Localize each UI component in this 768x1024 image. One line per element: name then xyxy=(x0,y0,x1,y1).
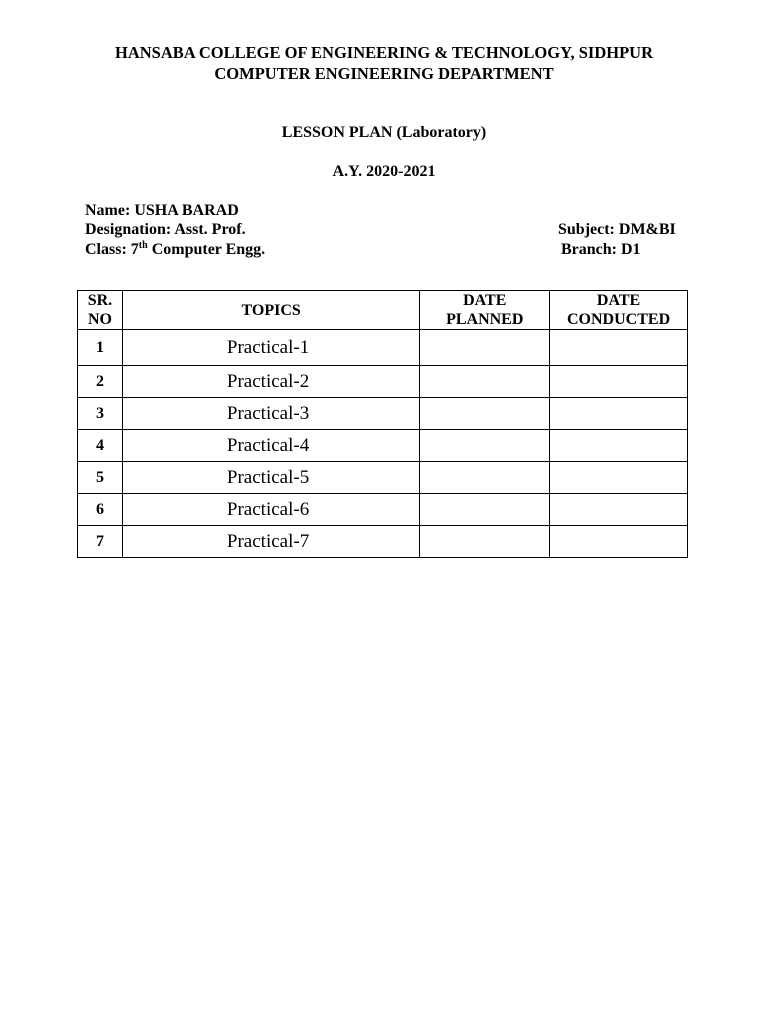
topic-cell: Practical-6 xyxy=(122,494,419,526)
sr-cell: 5 xyxy=(78,462,123,494)
header-date-conducted xyxy=(550,291,688,330)
header-planned-line2: PLANNED xyxy=(446,311,524,328)
sr-cell: 7 xyxy=(78,526,123,558)
date-conducted-cell xyxy=(550,366,688,398)
topic-cell: Practical-3 xyxy=(122,398,419,430)
date-conducted-cell xyxy=(550,430,688,462)
college-name: HANSABA COLLEGE OF ENGINEERING & TECHNOLOGY, SIDHPUR xyxy=(114,43,654,62)
date-conducted-cell xyxy=(550,462,688,494)
topic-cell: Practical-7 xyxy=(122,526,419,558)
class-superscript: th xyxy=(138,240,148,251)
topic-cell: Practical-5 xyxy=(122,462,419,494)
academic-year: A.Y. 2020-2021 xyxy=(332,163,436,180)
date-planned-cell xyxy=(420,398,550,430)
table-row xyxy=(78,398,688,430)
subject-info: Subject: DM&BI xyxy=(558,221,676,238)
date-conducted-cell xyxy=(550,330,688,366)
table-row xyxy=(78,526,688,558)
header-planned-line1: DATE xyxy=(463,292,507,309)
lesson-plan-table xyxy=(77,290,688,558)
class-info xyxy=(85,240,265,260)
header-topics: TOPICS xyxy=(122,291,419,330)
header-sr-line2: NO xyxy=(87,311,112,328)
topic-cell: Practical-4 xyxy=(122,430,419,462)
header-sr-line1: SR. xyxy=(87,292,113,309)
table-row xyxy=(78,430,688,462)
class-suffix: Computer Engg. xyxy=(147,241,266,258)
table-row xyxy=(78,462,688,494)
lesson-plan-title: LESSON PLAN (Laboratory) xyxy=(281,124,487,141)
sr-cell: 4 xyxy=(78,430,123,462)
header-conducted-line1: DATE xyxy=(596,292,641,309)
table-row xyxy=(78,330,688,366)
sr-cell: 6 xyxy=(78,494,123,526)
date-conducted-cell xyxy=(550,494,688,526)
date-conducted-cell xyxy=(550,398,688,430)
date-planned-cell xyxy=(420,526,550,558)
topic-cell: Practical-2 xyxy=(122,366,419,398)
header-sr-no xyxy=(78,291,123,330)
table-header-row xyxy=(78,291,688,330)
table-row xyxy=(78,494,688,526)
faculty-designation: Designation: Asst. Prof. xyxy=(85,221,246,238)
topic-cell: Practical-1 xyxy=(122,330,419,366)
date-planned-cell xyxy=(420,330,550,366)
class-prefix: Class: 7 xyxy=(85,241,139,258)
date-planned-cell xyxy=(420,366,550,398)
date-conducted-cell xyxy=(550,526,688,558)
date-planned-cell xyxy=(420,494,550,526)
table-row xyxy=(78,366,688,398)
sr-cell: 1 xyxy=(78,330,123,366)
sr-cell: 2 xyxy=(78,366,123,398)
header-date-planned xyxy=(420,291,550,330)
department-name: COMPUTER ENGINEERING DEPARTMENT xyxy=(214,64,554,83)
header-conducted-line2: CONDUCTED xyxy=(567,311,671,328)
branch-info: Branch: D1 xyxy=(561,241,641,258)
faculty-name: Name: USHA BARAD xyxy=(85,202,239,219)
sr-cell: 3 xyxy=(78,398,123,430)
date-planned-cell xyxy=(420,430,550,462)
date-planned-cell xyxy=(420,462,550,494)
